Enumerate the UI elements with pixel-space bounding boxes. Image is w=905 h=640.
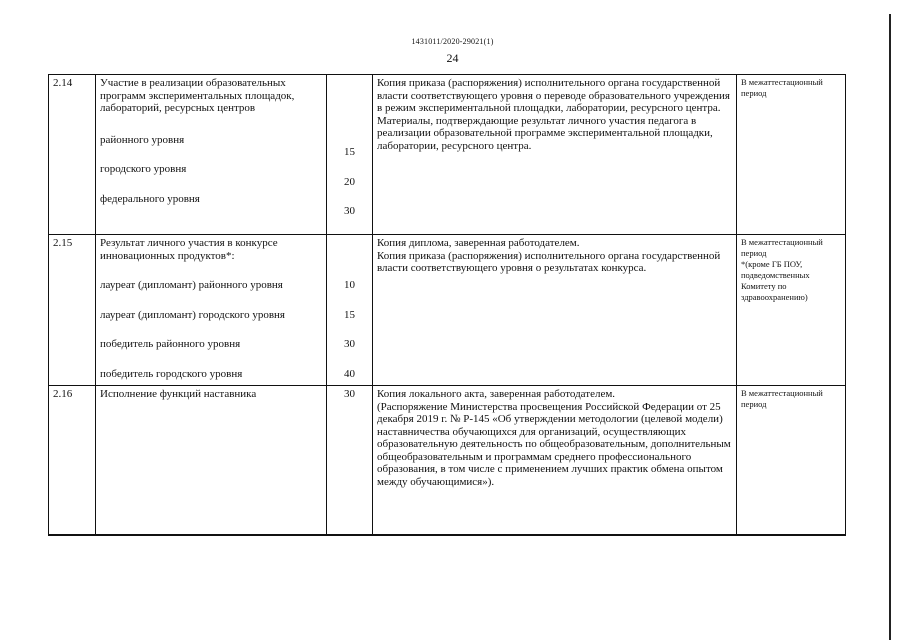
documents-text: Копия приказа (распоряжения) исполнительного органа государственной власти соответствующего уровня о переводе образовательного учреждения в режим экспериментальной площадки, лаборатории, ресурсного центра. Материалы, подтверждающие результат личного участия педагога в реализации образовательной программе экспериментальной площадки, лаборатории, ресурсного центра. xyxy=(373,75,737,235)
criterion-title: Исполнение функций наставника xyxy=(96,386,327,535)
level-score: 20 xyxy=(344,175,355,188)
page-number: 24 xyxy=(446,51,459,65)
level-label: федерального уровня xyxy=(100,192,200,205)
page-edge-rule xyxy=(889,14,891,640)
criterion-cell xyxy=(96,235,327,386)
table-row xyxy=(49,235,846,386)
period-text: В межаттестационный период xyxy=(737,75,846,235)
table-row xyxy=(49,75,846,235)
level-label: городского уровня xyxy=(100,163,187,175)
table-row xyxy=(49,386,846,535)
level-label: районного уровня xyxy=(100,133,185,146)
score-cell: 30 xyxy=(327,386,373,535)
criterion-cell xyxy=(96,75,327,235)
level-label: лауреат (дипломант) городского уровня xyxy=(100,308,285,321)
level-label: лауреат (дипломант) районного уровня xyxy=(100,279,283,291)
criteria-table xyxy=(48,74,846,536)
row-number: 2.16 xyxy=(49,386,96,535)
documents-text: Копия диплома, заверенная работодателем. Копия приказа (распоряжения) исполнительного органа государственной власти соответствующего уровня о результатах конкурса. xyxy=(373,235,737,386)
row-number: 2.15 xyxy=(49,235,96,386)
level-score: 15 xyxy=(344,308,355,321)
level-label: победитель городского уровня xyxy=(100,367,243,380)
level-score: 15 xyxy=(344,146,355,158)
level-score: 10 xyxy=(344,279,355,291)
level-score: 30 xyxy=(344,205,355,217)
documents-text: Копия локального акта, заверенная работодателем. (Распоряжение Министерства просвещения Российской Федерации от 25 декабря 2019 г. № Р-145 «Об утверждении методологии (целевой модели) наставничества обучающихся для организаций, осуществляющих образовательную деятельность по общеобразовательным, дополнительным общеобразовательным и программам среднего профессионального образования, в том числе с применением лучших практик обмена опытом между обучающимися»). xyxy=(373,386,737,535)
document-id: 1431011/2020-29021(1) xyxy=(411,37,494,46)
period-text: В межаттестационный период *(кроме ГБ ПОУ, подведомственных Комитету по здравоохранению) xyxy=(737,235,846,386)
level-label: победитель районного уровня xyxy=(100,338,241,350)
level-score: 30 xyxy=(344,338,355,350)
criterion-title: Участие в реализации образовательных программ экспериментальных площадок, лабораторий, ресурсных центров xyxy=(100,77,295,114)
row-number: 2.14 xyxy=(49,75,96,235)
level-score: 40 xyxy=(344,367,355,380)
criterion-title: Результат личного участия в конкурсе инновационных продуктов*: xyxy=(100,237,278,262)
period-text: В межаттестационный период xyxy=(737,386,846,535)
score-cell xyxy=(327,75,373,235)
score-cell xyxy=(327,235,373,386)
